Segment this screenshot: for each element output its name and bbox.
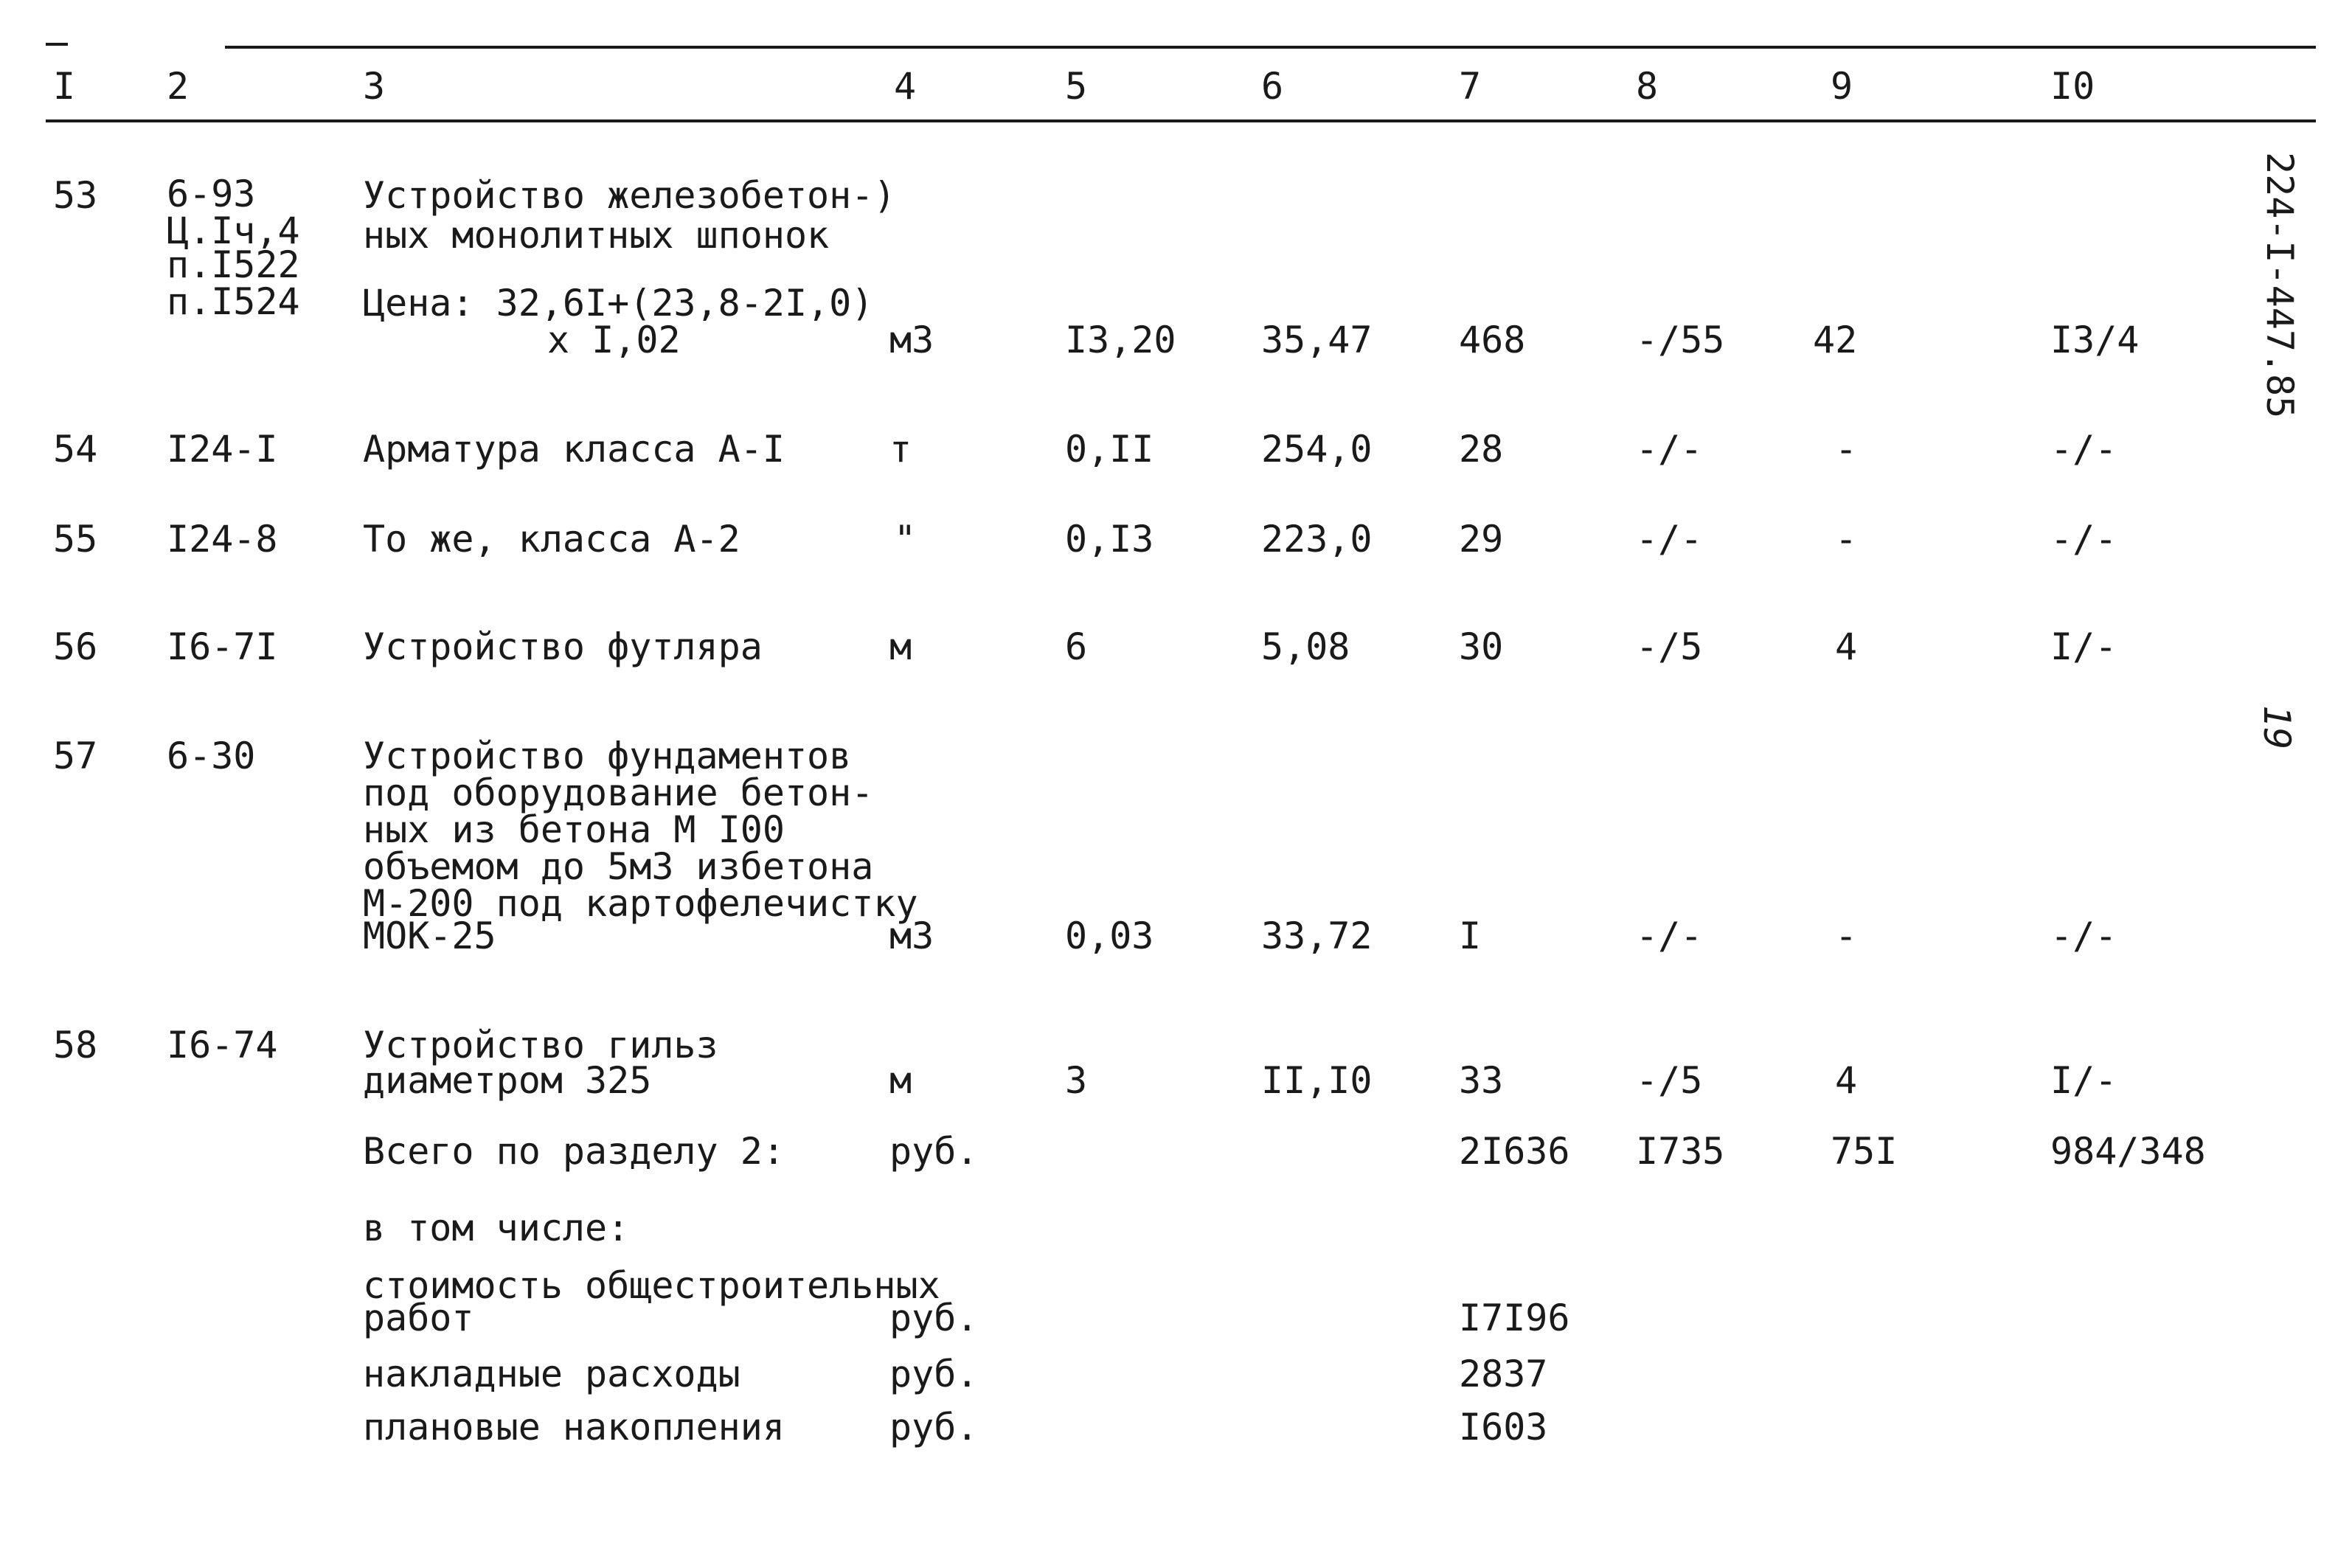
- row-col-8: -/55: [1636, 319, 1725, 361]
- total-col-8: I735: [1636, 1130, 1725, 1173]
- col-header-1: I: [53, 65, 76, 108]
- row-col-8: -/-: [1636, 518, 1703, 561]
- row-quantity: 0,II: [1065, 428, 1154, 471]
- row-unit: м3: [889, 915, 934, 957]
- row-number: 58: [53, 1024, 98, 1066]
- row-description-line: Устройство футляра: [363, 625, 763, 668]
- row-unit: м: [889, 1059, 912, 1102]
- row-col-9: -: [1835, 518, 1858, 561]
- row-code-line: Ц.Iч,4: [167, 209, 300, 252]
- row-quantity: 0,03: [1065, 915, 1154, 957]
- total-col-10: 984/348: [2050, 1130, 2206, 1173]
- row-description-line: Устройство железобетон-): [363, 174, 896, 217]
- row-description-line: диаметром 325: [363, 1059, 652, 1102]
- row-col-10: I/-: [2050, 1059, 2117, 1102]
- row-quantity: 3: [1065, 1059, 1088, 1102]
- overhead-value: 2837: [1459, 1353, 1548, 1395]
- row-unit: м3: [889, 319, 934, 361]
- row-description-line: ных монолитных шпонок: [363, 214, 830, 257]
- planned-savings-label: плановые накопления: [363, 1406, 785, 1449]
- row-unit-cost: II,I0: [1261, 1059, 1373, 1102]
- row-total: 468: [1459, 319, 1526, 361]
- row-description-line: объемом до 5м3 избетона: [363, 845, 874, 888]
- total-unit: руб.: [889, 1130, 979, 1173]
- row-col-8: -/5: [1636, 1059, 1703, 1102]
- row-code-line: I6-74: [167, 1024, 278, 1066]
- row-quantity: I3,20: [1065, 319, 1176, 361]
- col-header-9: 9: [1831, 65, 1853, 108]
- row-number: 56: [53, 625, 98, 668]
- row-code-line: I24-I: [167, 428, 278, 471]
- row-price-formula: Цена: 32,6I+(23,8-2I,0): [363, 282, 874, 325]
- row-price-formula: x I,02: [547, 319, 681, 361]
- row-quantity: 0,I3: [1065, 518, 1154, 561]
- row-unit-cost: 223,0: [1261, 518, 1373, 561]
- row-description-line: То же, класса А-2: [363, 518, 740, 561]
- row-description-line: М-200 под картофелечистку: [363, 882, 918, 925]
- row-code-line: I24-8: [167, 518, 278, 561]
- row-col-9: -: [1835, 915, 1858, 957]
- col-header-3: 3: [363, 65, 386, 108]
- row-unit: м: [889, 625, 912, 668]
- total-col-7: 2I636: [1459, 1130, 1570, 1173]
- row-total: I: [1459, 915, 1482, 957]
- row-unit: ": [894, 518, 917, 561]
- general-works-unit: руб.: [889, 1297, 979, 1339]
- row-col-10: -/-: [2050, 915, 2117, 957]
- row-description-line: Устройство фундаментов: [363, 735, 852, 777]
- row-description-line: Устройство гильз: [363, 1024, 718, 1066]
- general-works-label: работ: [363, 1297, 474, 1339]
- header-bottom-rule: [46, 119, 2316, 122]
- header-top-rule: [225, 46, 2316, 49]
- row-total: 33: [1459, 1059, 1504, 1102]
- col-header-7: 7: [1459, 65, 1482, 108]
- row-col-8: -/-: [1636, 915, 1703, 957]
- row-unit-cost: 254,0: [1261, 428, 1373, 471]
- row-code-line: I6-7I: [167, 625, 278, 668]
- row-description-line: под оборудование бетон-: [363, 771, 874, 814]
- row-number: 53: [53, 174, 98, 217]
- row-col-9: 42: [1813, 319, 1858, 361]
- col-header-8: 8: [1636, 65, 1659, 108]
- col-header-5: 5: [1065, 65, 1088, 108]
- row-unit-cost: 35,47: [1261, 319, 1373, 361]
- row-code-line: п.I522: [167, 243, 300, 286]
- row-code-line: 6-93: [167, 173, 256, 215]
- row-unit-cost: 5,08: [1261, 625, 1350, 668]
- general-works-label: стоимость общестроительных: [363, 1264, 940, 1307]
- overhead-unit: руб.: [889, 1353, 979, 1395]
- col-header-10: I0: [2050, 65, 2095, 108]
- col-header-4: 4: [894, 65, 917, 108]
- row-code-line: п.I524: [167, 280, 300, 323]
- row-col-9: 4: [1835, 1059, 1858, 1102]
- row-col-8: -/5: [1636, 625, 1703, 668]
- row-quantity: 6: [1065, 625, 1088, 668]
- header-top-rule-short: [46, 43, 68, 46]
- including-label: в том числе:: [363, 1207, 630, 1249]
- row-total: 28: [1459, 428, 1504, 471]
- row-unit-cost: 33,72: [1261, 915, 1373, 957]
- planned-savings-unit: руб.: [889, 1406, 979, 1449]
- row-unit: т: [889, 428, 912, 471]
- row-col-8: -/-: [1636, 428, 1703, 471]
- row-code-line: 6-30: [167, 735, 256, 777]
- page-number: 19: [2255, 705, 2298, 750]
- col-header-6: 6: [1261, 65, 1284, 108]
- row-col-9: -: [1835, 428, 1858, 471]
- document-number: 224-I-447.85: [2258, 152, 2301, 419]
- row-description-line: Арматура класса А-I: [363, 428, 785, 471]
- general-works-value: I7I96: [1459, 1297, 1570, 1339]
- row-total: 30: [1459, 625, 1504, 668]
- row-col-10: -/-: [2050, 518, 2117, 561]
- col-header-2: 2: [167, 65, 190, 108]
- row-col-9: 4: [1835, 625, 1858, 668]
- row-number: 55: [53, 518, 98, 561]
- row-description-line: МОК-25: [363, 915, 496, 957]
- row-number: 57: [53, 735, 98, 777]
- row-number: 54: [53, 428, 98, 471]
- row-col-10: I/-: [2050, 625, 2117, 668]
- row-total: 29: [1459, 518, 1504, 561]
- planned-savings-value: I603: [1459, 1406, 1548, 1449]
- total-label: Всего по разделу 2:: [363, 1130, 785, 1173]
- row-col-10: -/-: [2050, 428, 2117, 471]
- overhead-label: накладные расходы: [363, 1353, 740, 1395]
- row-description-line: ных из бетона М I00: [363, 808, 785, 851]
- total-col-9: 75I: [1831, 1130, 1898, 1173]
- row-col-10: I3/4: [2050, 319, 2140, 361]
